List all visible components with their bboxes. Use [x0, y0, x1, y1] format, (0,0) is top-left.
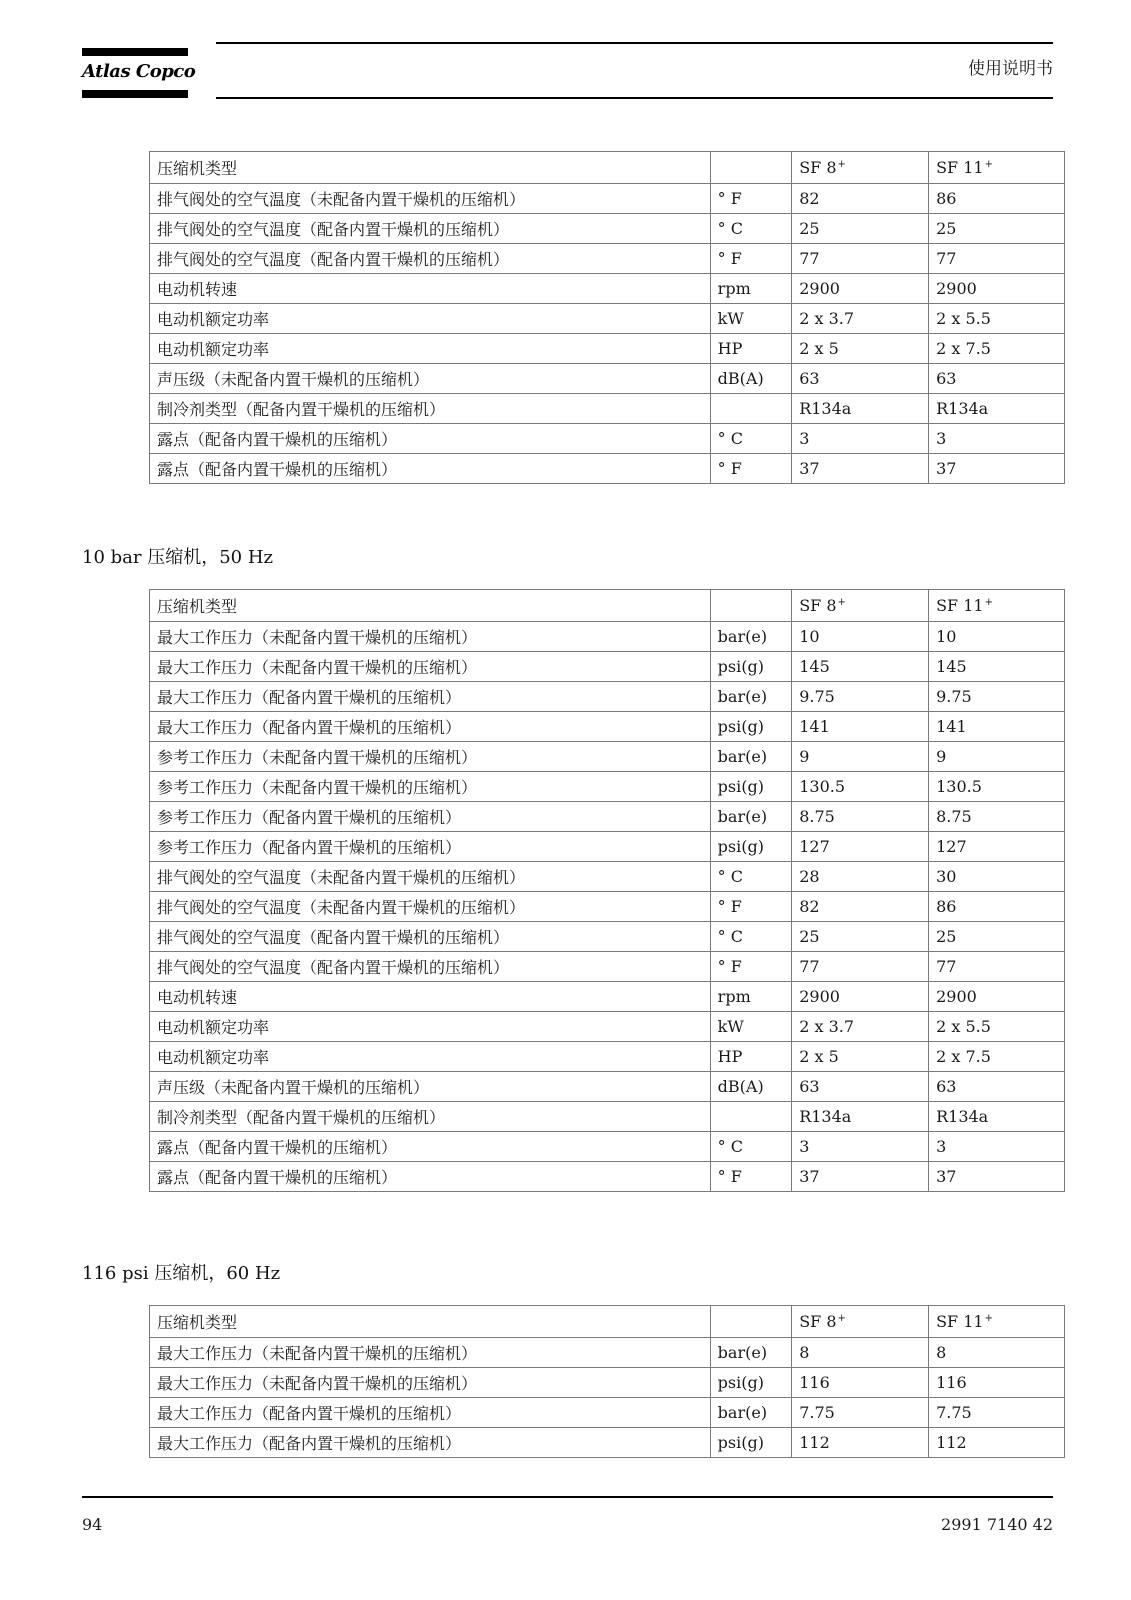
row-value-sf8: 112 [792, 1428, 929, 1458]
row-value-sf8: R134a [792, 394, 929, 424]
model-name: SF 8 [799, 1312, 837, 1331]
logo-text: Atlas Copco [82, 61, 196, 82]
table-row [150, 862, 1065, 892]
table-row [150, 1398, 1065, 1428]
row-value-sf8: 130.5 [792, 772, 929, 802]
table-row [150, 1368, 1065, 1398]
table-row [150, 742, 1065, 772]
row-unit: bar(e) [710, 1398, 792, 1428]
header-compressor-type: 压缩机类型 [150, 590, 711, 622]
row-label: 制冷剂类型（配备内置干燥机的压缩机） [150, 1102, 711, 1132]
row-unit [710, 394, 792, 424]
table-row [150, 1102, 1065, 1132]
document-number: 2991 7140 42 [941, 1515, 1053, 1534]
row-label: 声压级（未配备内置干燥机的压缩机） [150, 1072, 711, 1102]
row-unit: HP [710, 334, 792, 364]
row-value-sf8: 63 [792, 364, 929, 394]
row-label: 最大工作压力（未配备内置干燥机的压缩机） [150, 652, 711, 682]
row-value-sf8: 10 [792, 622, 929, 652]
row-label: 电动机额定功率 [150, 1012, 711, 1042]
table-row [150, 1012, 1065, 1042]
row-label: 排气阀处的空气温度（配备内置干燥机的压缩机） [150, 244, 711, 274]
row-unit: ° F [710, 244, 792, 274]
header-bottom-rule [216, 97, 1053, 99]
row-value-sf11: 141 [929, 712, 1065, 742]
spec-table-1 [149, 151, 1065, 484]
row-value-sf8: 2900 [792, 982, 929, 1012]
model-name: SF 8 [799, 596, 837, 615]
row-label: 电动机额定功率 [150, 1042, 711, 1072]
table-row [150, 1072, 1065, 1102]
row-value-sf8: 116 [792, 1368, 929, 1398]
model-plus-mark: + [837, 597, 846, 608]
row-unit: ° C [710, 862, 792, 892]
model-plus-mark: + [984, 597, 993, 608]
row-unit: psi(g) [710, 712, 792, 742]
row-value-sf11: 10 [929, 622, 1065, 652]
row-label: 电动机额定功率 [150, 304, 711, 334]
table-header-row [150, 1306, 1065, 1338]
row-value-sf11: 77 [929, 952, 1065, 982]
spec-table-10bar-50hz [149, 589, 1065, 1192]
row-value-sf8: 3 [792, 424, 929, 454]
row-unit: psi(g) [710, 652, 792, 682]
header-model-sf11 [929, 152, 1065, 184]
table-row [150, 184, 1065, 214]
table-row [150, 1042, 1065, 1072]
row-value-sf8: 2900 [792, 274, 929, 304]
row-value-sf8: 2 x 3.7 [792, 304, 929, 334]
row-unit: ° F [710, 892, 792, 922]
model-name: SF 11 [936, 158, 984, 177]
row-unit: ° C [710, 214, 792, 244]
model-plus-mark: + [984, 159, 993, 170]
row-label: 最大工作压力（未配备内置干燥机的压缩机） [150, 1338, 711, 1368]
row-unit: kW [710, 1012, 792, 1042]
row-unit: dB(A) [710, 1072, 792, 1102]
row-value-sf8: 2 x 5 [792, 334, 929, 364]
page-number: 94 [82, 1515, 103, 1534]
row-label: 声压级（未配备内置干燥机的压缩机） [150, 364, 711, 394]
header-unit [710, 590, 792, 622]
table-row [150, 1162, 1065, 1192]
row-value-sf8: 9.75 [792, 682, 929, 712]
row-unit: bar(e) [710, 682, 792, 712]
row-label: 参考工作压力（配备内置干燥机的压缩机） [150, 802, 711, 832]
row-value-sf11: 37 [929, 454, 1065, 484]
header-model-sf11 [929, 1306, 1065, 1338]
row-value-sf11: 86 [929, 184, 1065, 214]
spec-table-116psi-60hz [149, 1305, 1065, 1458]
table-row [150, 304, 1065, 334]
row-label: 排气阀处的空气温度（未配备内置干燥机的压缩机） [150, 892, 711, 922]
row-value-sf11: 9 [929, 742, 1065, 772]
model-name: SF 11 [936, 1312, 984, 1331]
row-value-sf11: 30 [929, 862, 1065, 892]
header-model-sf8 [792, 152, 929, 184]
row-label: 制冷剂类型（配备内置干燥机的压缩机） [150, 394, 711, 424]
row-value-sf8: 141 [792, 712, 929, 742]
table-row [150, 712, 1065, 742]
table-row [150, 892, 1065, 922]
row-unit: psi(g) [710, 1368, 792, 1398]
row-label: 参考工作压力（配备内置干燥机的压缩机） [150, 832, 711, 862]
row-value-sf11: 116 [929, 1368, 1065, 1398]
row-label: 最大工作压力（未配备内置干燥机的压缩机） [150, 622, 711, 652]
row-value-sf11: 3 [929, 424, 1065, 454]
row-value-sf8: 2 x 5 [792, 1042, 929, 1072]
table-row [150, 274, 1065, 304]
row-unit: bar(e) [710, 622, 792, 652]
row-value-sf8: 37 [792, 454, 929, 484]
row-value-sf11: 2900 [929, 982, 1065, 1012]
row-value-sf8: 82 [792, 184, 929, 214]
row-value-sf11: 7.75 [929, 1398, 1065, 1428]
row-value-sf8: 145 [792, 652, 929, 682]
row-label: 排气阀处的空气温度（配备内置干燥机的压缩机） [150, 922, 711, 952]
model-name: SF 11 [936, 596, 984, 615]
table-row [150, 424, 1065, 454]
row-value-sf11: 2 x 5.5 [929, 304, 1065, 334]
table-row [150, 772, 1065, 802]
table-row [150, 1132, 1065, 1162]
row-value-sf8: 28 [792, 862, 929, 892]
row-unit: psi(g) [710, 1428, 792, 1458]
table-row [150, 244, 1065, 274]
table-row [150, 454, 1065, 484]
row-value-sf11: 8 [929, 1338, 1065, 1368]
row-value-sf11: 127 [929, 832, 1065, 862]
row-value-sf8: 8.75 [792, 802, 929, 832]
row-value-sf11: 63 [929, 364, 1065, 394]
row-label: 露点（配备内置干燥机的压缩机） [150, 424, 711, 454]
row-label: 电动机额定功率 [150, 334, 711, 364]
row-label: 露点（配备内置干燥机的压缩机） [150, 1162, 711, 1192]
table-row [150, 802, 1065, 832]
row-value-sf11: 37 [929, 1162, 1065, 1192]
row-value-sf8: 77 [792, 952, 929, 982]
row-unit: psi(g) [710, 832, 792, 862]
section-heading-116psi: 116 psi 压缩机，60 Hz [82, 1263, 281, 1284]
row-value-sf8: 77 [792, 244, 929, 274]
row-unit: rpm [710, 982, 792, 1012]
row-value-sf11: R134a [929, 394, 1065, 424]
table-row [150, 394, 1065, 424]
header-unit [710, 1306, 792, 1338]
row-value-sf8: 25 [792, 922, 929, 952]
row-unit: bar(e) [710, 742, 792, 772]
row-value-sf11: 2900 [929, 274, 1065, 304]
model-plus-mark: + [837, 159, 846, 170]
table-row [150, 364, 1065, 394]
row-unit: ° F [710, 1162, 792, 1192]
table-row [150, 214, 1065, 244]
row-value-sf11: 63 [929, 1072, 1065, 1102]
table-row [150, 1428, 1065, 1458]
row-unit: psi(g) [710, 772, 792, 802]
row-unit: bar(e) [710, 802, 792, 832]
row-value-sf11: 3 [929, 1132, 1065, 1162]
row-value-sf8: 8 [792, 1338, 929, 1368]
document-title: 使用说明书 [968, 59, 1053, 79]
row-value-sf8: 82 [792, 892, 929, 922]
header-top-rule [216, 42, 1053, 44]
row-value-sf8: 3 [792, 1132, 929, 1162]
row-unit: ° C [710, 424, 792, 454]
row-unit: ° C [710, 1132, 792, 1162]
row-label: 最大工作压力（配备内置干燥机的压缩机） [150, 1428, 711, 1458]
row-value-sf8: R134a [792, 1102, 929, 1132]
logo-bottom-bar [82, 90, 188, 98]
row-unit: bar(e) [710, 1338, 792, 1368]
header-compressor-type: 压缩机类型 [150, 1306, 711, 1338]
row-label: 排气阀处的空气温度（未配备内置干燥机的压缩机） [150, 862, 711, 892]
row-unit: kW [710, 304, 792, 334]
row-label: 露点（配备内置干燥机的压缩机） [150, 1132, 711, 1162]
row-label: 排气阀处的空气温度（未配备内置干燥机的压缩机） [150, 184, 711, 214]
row-value-sf11: 2 x 7.5 [929, 334, 1065, 364]
section-heading-10bar: 10 bar 压缩机，50 Hz [82, 547, 274, 568]
row-value-sf8: 127 [792, 832, 929, 862]
row-value-sf8: 25 [792, 214, 929, 244]
row-value-sf11: 145 [929, 652, 1065, 682]
row-value-sf11: 130.5 [929, 772, 1065, 802]
row-value-sf8: 9 [792, 742, 929, 772]
row-value-sf11: 2 x 5.5 [929, 1012, 1065, 1042]
row-label: 最大工作压力（配备内置干燥机的压缩机） [150, 1398, 711, 1428]
table-row [150, 682, 1065, 712]
row-value-sf11: 112 [929, 1428, 1065, 1458]
row-unit: ° C [710, 922, 792, 952]
table-row [150, 982, 1065, 1012]
row-label: 露点（配备内置干燥机的压缩机） [150, 454, 711, 484]
footer-rule [82, 1496, 1053, 1498]
table-row [150, 832, 1065, 862]
row-label: 最大工作压力（未配备内置干燥机的压缩机） [150, 1368, 711, 1398]
row-value-sf8: 37 [792, 1162, 929, 1192]
row-unit: ° F [710, 454, 792, 484]
row-label: 排气阀处的空气温度（配备内置干燥机的压缩机） [150, 952, 711, 982]
row-unit [710, 1102, 792, 1132]
row-value-sf11: 86 [929, 892, 1065, 922]
table-row [150, 952, 1065, 982]
row-label: 最大工作压力（配备内置干燥机的压缩机） [150, 712, 711, 742]
table-row [150, 652, 1065, 682]
header-model-sf11 [929, 590, 1065, 622]
row-label: 电动机转速 [150, 274, 711, 304]
row-value-sf11: 25 [929, 214, 1065, 244]
header-model-sf8 [792, 590, 929, 622]
model-plus-mark: + [837, 1313, 846, 1324]
table-header-row [150, 590, 1065, 622]
row-value-sf11: 77 [929, 244, 1065, 274]
row-label: 排气阀处的空气温度（配备内置干燥机的压缩机） [150, 214, 711, 244]
row-label: 电动机转速 [150, 982, 711, 1012]
header-model-sf8 [792, 1306, 929, 1338]
row-value-sf8: 2 x 3.7 [792, 1012, 929, 1042]
row-value-sf11: 25 [929, 922, 1065, 952]
table-row [150, 1338, 1065, 1368]
header-unit [710, 152, 792, 184]
table-row [150, 622, 1065, 652]
row-value-sf11: 2 x 7.5 [929, 1042, 1065, 1072]
row-value-sf8: 63 [792, 1072, 929, 1102]
row-value-sf8: 7.75 [792, 1398, 929, 1428]
model-name: SF 8 [799, 158, 837, 177]
row-unit: HP [710, 1042, 792, 1072]
row-label: 最大工作压力（配备内置干燥机的压缩机） [150, 682, 711, 712]
table-header-row [150, 152, 1065, 184]
row-label: 参考工作压力（未配备内置干燥机的压缩机） [150, 772, 711, 802]
row-value-sf11: 9.75 [929, 682, 1065, 712]
table-row [150, 334, 1065, 364]
row-unit: ° F [710, 184, 792, 214]
row-value-sf11: R134a [929, 1102, 1065, 1132]
table-row [150, 922, 1065, 952]
logo-top-bar [82, 48, 188, 56]
row-unit: rpm [710, 274, 792, 304]
row-unit: dB(A) [710, 364, 792, 394]
row-unit: ° F [710, 952, 792, 982]
model-plus-mark: + [984, 1313, 993, 1324]
row-value-sf11: 8.75 [929, 802, 1065, 832]
row-label: 参考工作压力（未配备内置干燥机的压缩机） [150, 742, 711, 772]
header-compressor-type: 压缩机类型 [150, 152, 711, 184]
